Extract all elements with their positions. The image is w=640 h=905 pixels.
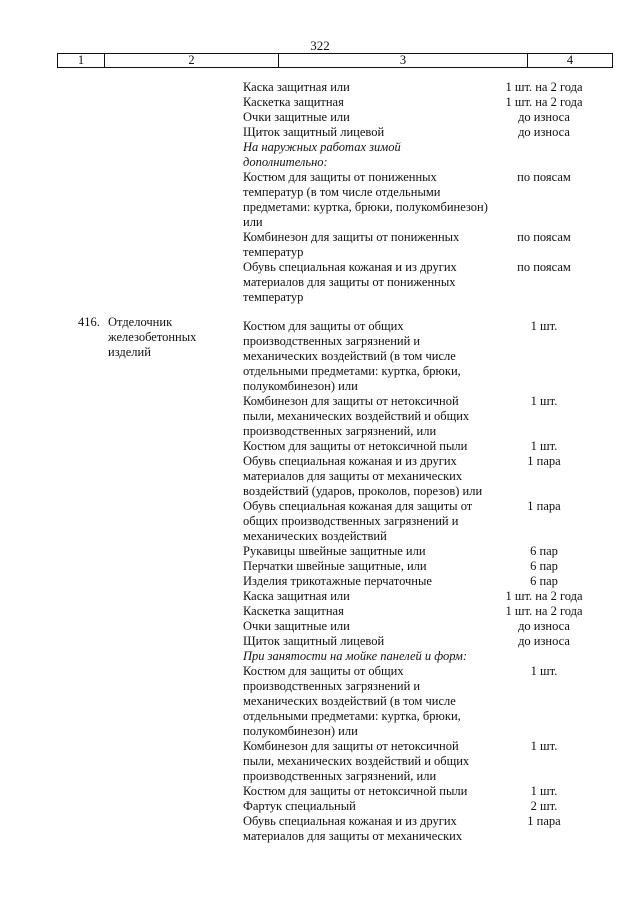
table-row (243, 544, 613, 559)
header-col-2: 2 (105, 54, 279, 67)
item-description: Каска защитная или (243, 80, 350, 94)
table-row (243, 439, 613, 454)
item-description: Щиток защитный лицевой (243, 125, 385, 139)
table-row (243, 230, 613, 260)
table-row (243, 604, 613, 619)
table-row (243, 784, 613, 799)
item-description: Каскетка защитная (243, 604, 344, 618)
table-row (243, 799, 613, 814)
item-norm: 1 пара (527, 814, 561, 828)
item-description: Щиток защитный лицевой (243, 634, 385, 648)
page-number: 322 (310, 38, 330, 53)
item-description: Комбинезон для защиты от нетоксичной пыли, механических воздействий и общих производственных загрязнений, или (243, 739, 470, 783)
table-row (243, 589, 613, 604)
item-norm (488, 140, 600, 170)
item-norm: 1 шт. (530, 319, 558, 333)
item-norm: 1 шт. (530, 739, 558, 753)
table-row (243, 664, 613, 739)
table-row (243, 574, 613, 589)
item-norm: 1 шт. на 2 года (505, 80, 583, 94)
item-description: Костюм для защиты от нетоксичной пыли (243, 784, 468, 798)
item-description: Обувь специальная кожаная и из других материалов для защиты от пониженных температур (243, 260, 457, 304)
item-norm: 6 пар (530, 574, 558, 588)
item-norm: до износа (518, 619, 570, 633)
item-norm: по поясам (517, 170, 571, 184)
item-norm: 6 пар (530, 544, 558, 558)
item-norm: 1 шт. на 2 года (505, 589, 583, 603)
item-description: Комбинезон для защиты от нетоксичной пыли, механических воздействий и общих производственных загрязнений, или (243, 394, 470, 438)
table-row (243, 619, 613, 634)
item-name: Отделочник железобетонных изделий (108, 315, 197, 359)
table-row (243, 319, 613, 394)
section-heading: При занятости на мойке панелей и форм: (243, 649, 468, 663)
item-description: Костюм для защиты от нетоксичной пыли (243, 439, 468, 453)
item-norm: до износа (518, 125, 570, 139)
item-norm: 1 шт. (530, 394, 558, 408)
item-norm: до износа (518, 634, 570, 648)
item-description: Рукавицы швейные защитные или (243, 544, 426, 558)
item-description: Костюм для защиты от пониженных температур (в том числе отдельными предметами: куртка, брюки, полукомбинезон) или (243, 170, 488, 229)
item-description: Очки защитные или (243, 619, 350, 633)
item-description: Костюм для защиты от общих производственных загрязнений и механических воздействий (в том числе отдельными предметами: куртка, брюки, полукомбинезон) или (243, 664, 461, 738)
item-description: Перчатки швейные защитные, или (243, 559, 427, 573)
item-description: Изделия трикотажные перчаточные (243, 574, 432, 588)
item-norm: 1 шт. (530, 439, 558, 453)
table-row (243, 170, 613, 230)
item-norm: 6 пар (530, 559, 558, 573)
table-row (243, 634, 613, 649)
table-row (243, 394, 613, 439)
table-header (57, 53, 613, 68)
item-description: Комбинезон для защиты от пониженных температур (243, 230, 460, 259)
header-col-1: 1 (58, 54, 105, 67)
header-col-3: 3 (279, 54, 528, 67)
item-norm: 2 шт. (530, 799, 558, 813)
item-norm (488, 649, 600, 664)
item-description: Очки защитные или (243, 110, 350, 124)
table-row (243, 80, 613, 95)
item-norm: по поясам (517, 230, 571, 244)
item-norm: 1 пара (527, 499, 561, 513)
item-norm: 1 шт. на 2 года (505, 604, 583, 618)
table-row (243, 499, 613, 544)
item-norm: по поясам (517, 260, 571, 274)
item-norm: 1 шт. (530, 784, 558, 798)
table-row (243, 260, 613, 305)
table-row (243, 125, 613, 140)
row-gap (243, 305, 613, 319)
item-description: Обувь специальная кожаная для защиты от общих производственных загрязнений и механических воздействий (243, 499, 473, 543)
table-row (243, 95, 613, 110)
item-description: Обувь специальная кожаная и из других материалов для защиты от механических воздействий (ударов, проколов, порезов) или (243, 454, 483, 498)
table-row (243, 739, 613, 784)
table-row (243, 814, 613, 844)
item-norm: 1 шт. на 2 года (505, 95, 583, 109)
item-norm: 1 шт. (530, 664, 558, 678)
table-row (243, 140, 613, 170)
item-description: Костюм для защиты от общих производственных загрязнений и механических воздействий (в том числе отдельными предметами: куртка, брюки, полукомбинезон) или (243, 319, 461, 393)
item-number: 416. (78, 315, 100, 329)
table-row (243, 559, 613, 574)
item-description: Обувь специальная кожаная и из других материалов для защиты от механических (243, 814, 463, 843)
item-description: Фартук специальный (243, 799, 356, 813)
section-heading: На наружных работах зимой дополнительно: (243, 140, 401, 169)
table-row (243, 454, 613, 499)
item-norm: до износа (518, 110, 570, 124)
table-row (243, 110, 613, 125)
header-col-4: 4 (566, 53, 574, 67)
item-description: Каскетка защитная (243, 95, 344, 109)
item-description: Каска защитная или (243, 589, 350, 603)
table-body (243, 80, 613, 844)
table-row (243, 649, 613, 664)
item-norm: 1 пара (527, 454, 561, 468)
